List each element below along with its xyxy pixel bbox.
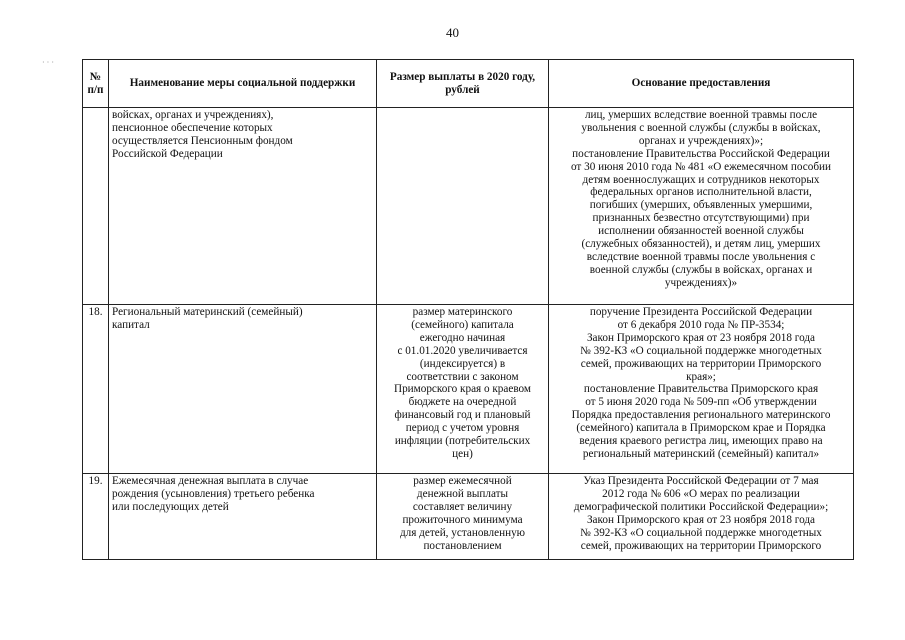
row-number: 18. xyxy=(83,305,109,474)
header-basis: Основание предоставления xyxy=(549,60,854,108)
table-row xyxy=(83,474,854,560)
basis-cell: поручение Президента Российской Федерации от 6 декабря 2010 года № ПР-3534; Закон Приморского края от 23 ноября 2018 года № 392-КЗ «О социальной поддержке многодетных семей, проживающих на территории Приморского края»; постановление Правительства Приморского края от 5 июня 2020 года № 509-пп «Об утверждении Порядка предоставления регионального материнского (семейного) капитала в Приморском крае и Порядка ведения краевого регистра лиц, имеющих право на региональный материнский (семейный) капитал» xyxy=(549,305,854,474)
header-number: № п/п xyxy=(83,60,109,108)
header-measure-name: Наименование меры социальной поддержки xyxy=(109,60,377,108)
payment-cell xyxy=(377,108,549,305)
page-number: 40 xyxy=(446,25,459,40)
measure-name-cell: Ежемесячная денежная выплата в случае рождения (усыновления) третьего ребенка или последующих детей xyxy=(109,474,377,560)
basis-cell: Указ Президента Российской Федерации от 7 мая 2012 года № 606 «О мерах по реализации демографической политики Российской Федерации»; Закон Приморского края от 23 ноября 2018 года № 392-КЗ «О социальной поддержке многодетных семей, проживающих на территории Приморского xyxy=(549,474,854,560)
basis-cell: лиц, умерших вследствие военной травмы после увольнения с военной службы (службы в войсках, органах и учреждениях)»; постановление Правительства Российской Федерации от 30 июня 2010 года № 481 «О ежемесячном пособии детям военнослужащих и сотрудников некоторых федеральных органов исполнительной власти, погибших (умерших, объявленных умершими, признанных безвестно отсутствующими) при исполнении обязанностей военной службы (служебных обязанностей), и детям лиц, умерших вследствие военной травмы после увольнения с военной службы (службы в войсках, органах и учреждениях)» xyxy=(549,108,854,305)
measure-name-cell: Региональный материнский (семейный) капитал xyxy=(109,305,377,474)
table-header-row xyxy=(83,60,854,108)
social-support-table xyxy=(82,59,854,560)
row-number: 19. xyxy=(83,474,109,560)
payment-cell: размер материнского (семейного) капитала ежегодно начиная с 01.01.2020 увеличивается (индексируется) в соответствии с законом Приморского края о краевом бюджете на очередной финансовый год и плановый период с учетом уровня инфляции (потребительских цен) xyxy=(377,305,549,474)
table-row xyxy=(83,108,854,305)
measure-name-cell: войсках, органах и учреждениях), пенсионное обеспечение которых осуществляется Пенсионным фондом Российской Федерации xyxy=(109,108,377,305)
row-number xyxy=(83,108,109,305)
header-payment-amount: Размер выплаты в 2020 году, рублей xyxy=(377,60,549,108)
table-row xyxy=(83,305,854,474)
scan-mark: · · · xyxy=(42,58,54,67)
payment-cell: размер ежемесячной денежной выплаты составляет величину прожиточного минимума для детей, установленную постановлением xyxy=(377,474,549,560)
